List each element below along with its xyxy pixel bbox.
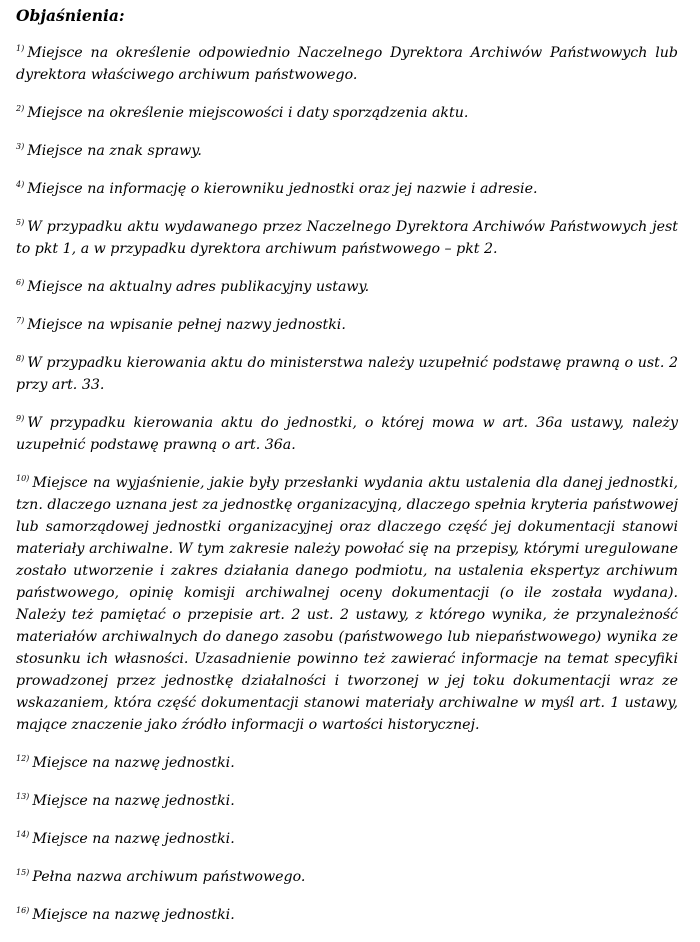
footnote-3: [16, 140, 678, 162]
footnote-5: [16, 216, 678, 260]
footnote-15: [16, 866, 678, 888]
footnote-4: [16, 178, 678, 200]
footnote-7: [16, 314, 678, 336]
footnote-text: Miejsce na nazwę jednostki.: [32, 907, 235, 923]
footnote-number: 4): [16, 180, 25, 190]
footnote-text: Miejsce na określenie miejscowości i daty sporządzenia aktu.: [27, 105, 469, 121]
footnote-number: 6): [16, 278, 25, 288]
footnote-1: [16, 42, 678, 86]
footnote-text: Miejsce na informację o kierowniku jednostki oraz jej nazwie i adresie.: [27, 181, 538, 197]
footnote-text: Miejsce na określenie odpowiednio Naczelnego Dyrektora Archiwów Państwowych lub dyrektora właściwego archiwum państwowego.: [16, 45, 678, 83]
footnote-12: [16, 752, 678, 774]
footnote-text: Miejsce na znak sprawy.: [27, 143, 202, 159]
footnote-13: [16, 790, 678, 812]
footnote-10: [16, 472, 678, 736]
footnote-number: 2): [16, 104, 25, 114]
footnote-number: 1): [16, 44, 25, 54]
footnote-16: [16, 904, 678, 926]
footnote-number: 8): [16, 354, 25, 364]
document-page: [16, 6, 678, 942]
footnote-number: 9): [16, 414, 25, 424]
footnote-number: 15): [16, 868, 30, 878]
footnote-text: Miejsce na wyjaśnienie, jakie były przesłanki wydania aktu ustalenia dla danej jednostki, tzn. dlaczego uznana jest za jednostkę organizacyjną, dlaczego spełnia kryteria państwowej lub samorządowej jednostki organizacyjnej oraz dlaczego część jej dokumentacji stanowi materiały archiwalne. W tym zakresie należy powołać się na przepisy, którymi uregulowane zostało utworzenie i zakres działania danego podmiotu, na ustalenia ekspertyz archiwum państwowego, opinię komisji archiwalnej oceny dokumentacji (o ile została wydana). Należy też pamiętać o przepisie art. 2 ust. 2 ustawy, z którego wynika, że przynależność materiałów archiwalnych do danego zasobu (państwowego lub niepaństwowego) wynika ze stosunku ich własności. Uzasadnienie powinno też zawierać informacje na temat specyfiki prowadzonej przez jednostkę działalności i tworzonej w jej toku dokumentacji wraz ze wskazaniem, która część dokumentacji stanowi materiały archiwalne w myśl art. 1 ustawy, mające znaczenie jako źródło informacji o wartości historycznej.: [16, 475, 678, 733]
footnote-text: W przypadku aktu wydawanego przez Naczelnego Dyrektora Archiwów Państwowych jest to pkt 1, a w przypadku dyrektora archiwum państwowego – pkt 2.: [16, 219, 678, 257]
footnote-text: W przypadku kierowania aktu do ministerstwa należy uzupełnić podstawę prawną o ust. 2 przy art. 33.: [16, 355, 678, 393]
footnote-text: Pełna nazwa archiwum państwowego.: [32, 869, 306, 885]
footnote-6: [16, 276, 678, 298]
footnote-number: 3): [16, 142, 25, 152]
footnote-text: W przypadku kierowania aktu do jednostki, o której mowa w art. 36a ustawy, należy uzupełnić podstawę prawną o art. 36a.: [16, 415, 678, 453]
footnote-2: [16, 102, 678, 124]
footnote-number: 10): [16, 474, 30, 484]
footnote-8: [16, 352, 678, 396]
footnote-number: 5): [16, 218, 25, 228]
footnote-text: Miejsce na wpisanie pełnej nazwy jednostki.: [27, 317, 346, 333]
footnote-number: 16): [16, 906, 30, 916]
footnote-number: 12): [16, 754, 30, 764]
footnote-text: Miejsce na nazwę jednostki.: [32, 831, 235, 847]
footnote-14: [16, 828, 678, 850]
page-heading: Objaśnienia:: [16, 6, 125, 25]
footnote-number: 13): [16, 792, 30, 802]
footnote-text: Miejsce na aktualny adres publikacyjny ustawy.: [27, 279, 370, 295]
footnote-text: Miejsce na nazwę jednostki.: [32, 793, 235, 809]
footnote-number: 14): [16, 830, 30, 840]
footnote-text: Miejsce na nazwę jednostki.: [32, 755, 235, 771]
footnote-9: [16, 412, 678, 456]
footnote-number: 7): [16, 316, 25, 326]
